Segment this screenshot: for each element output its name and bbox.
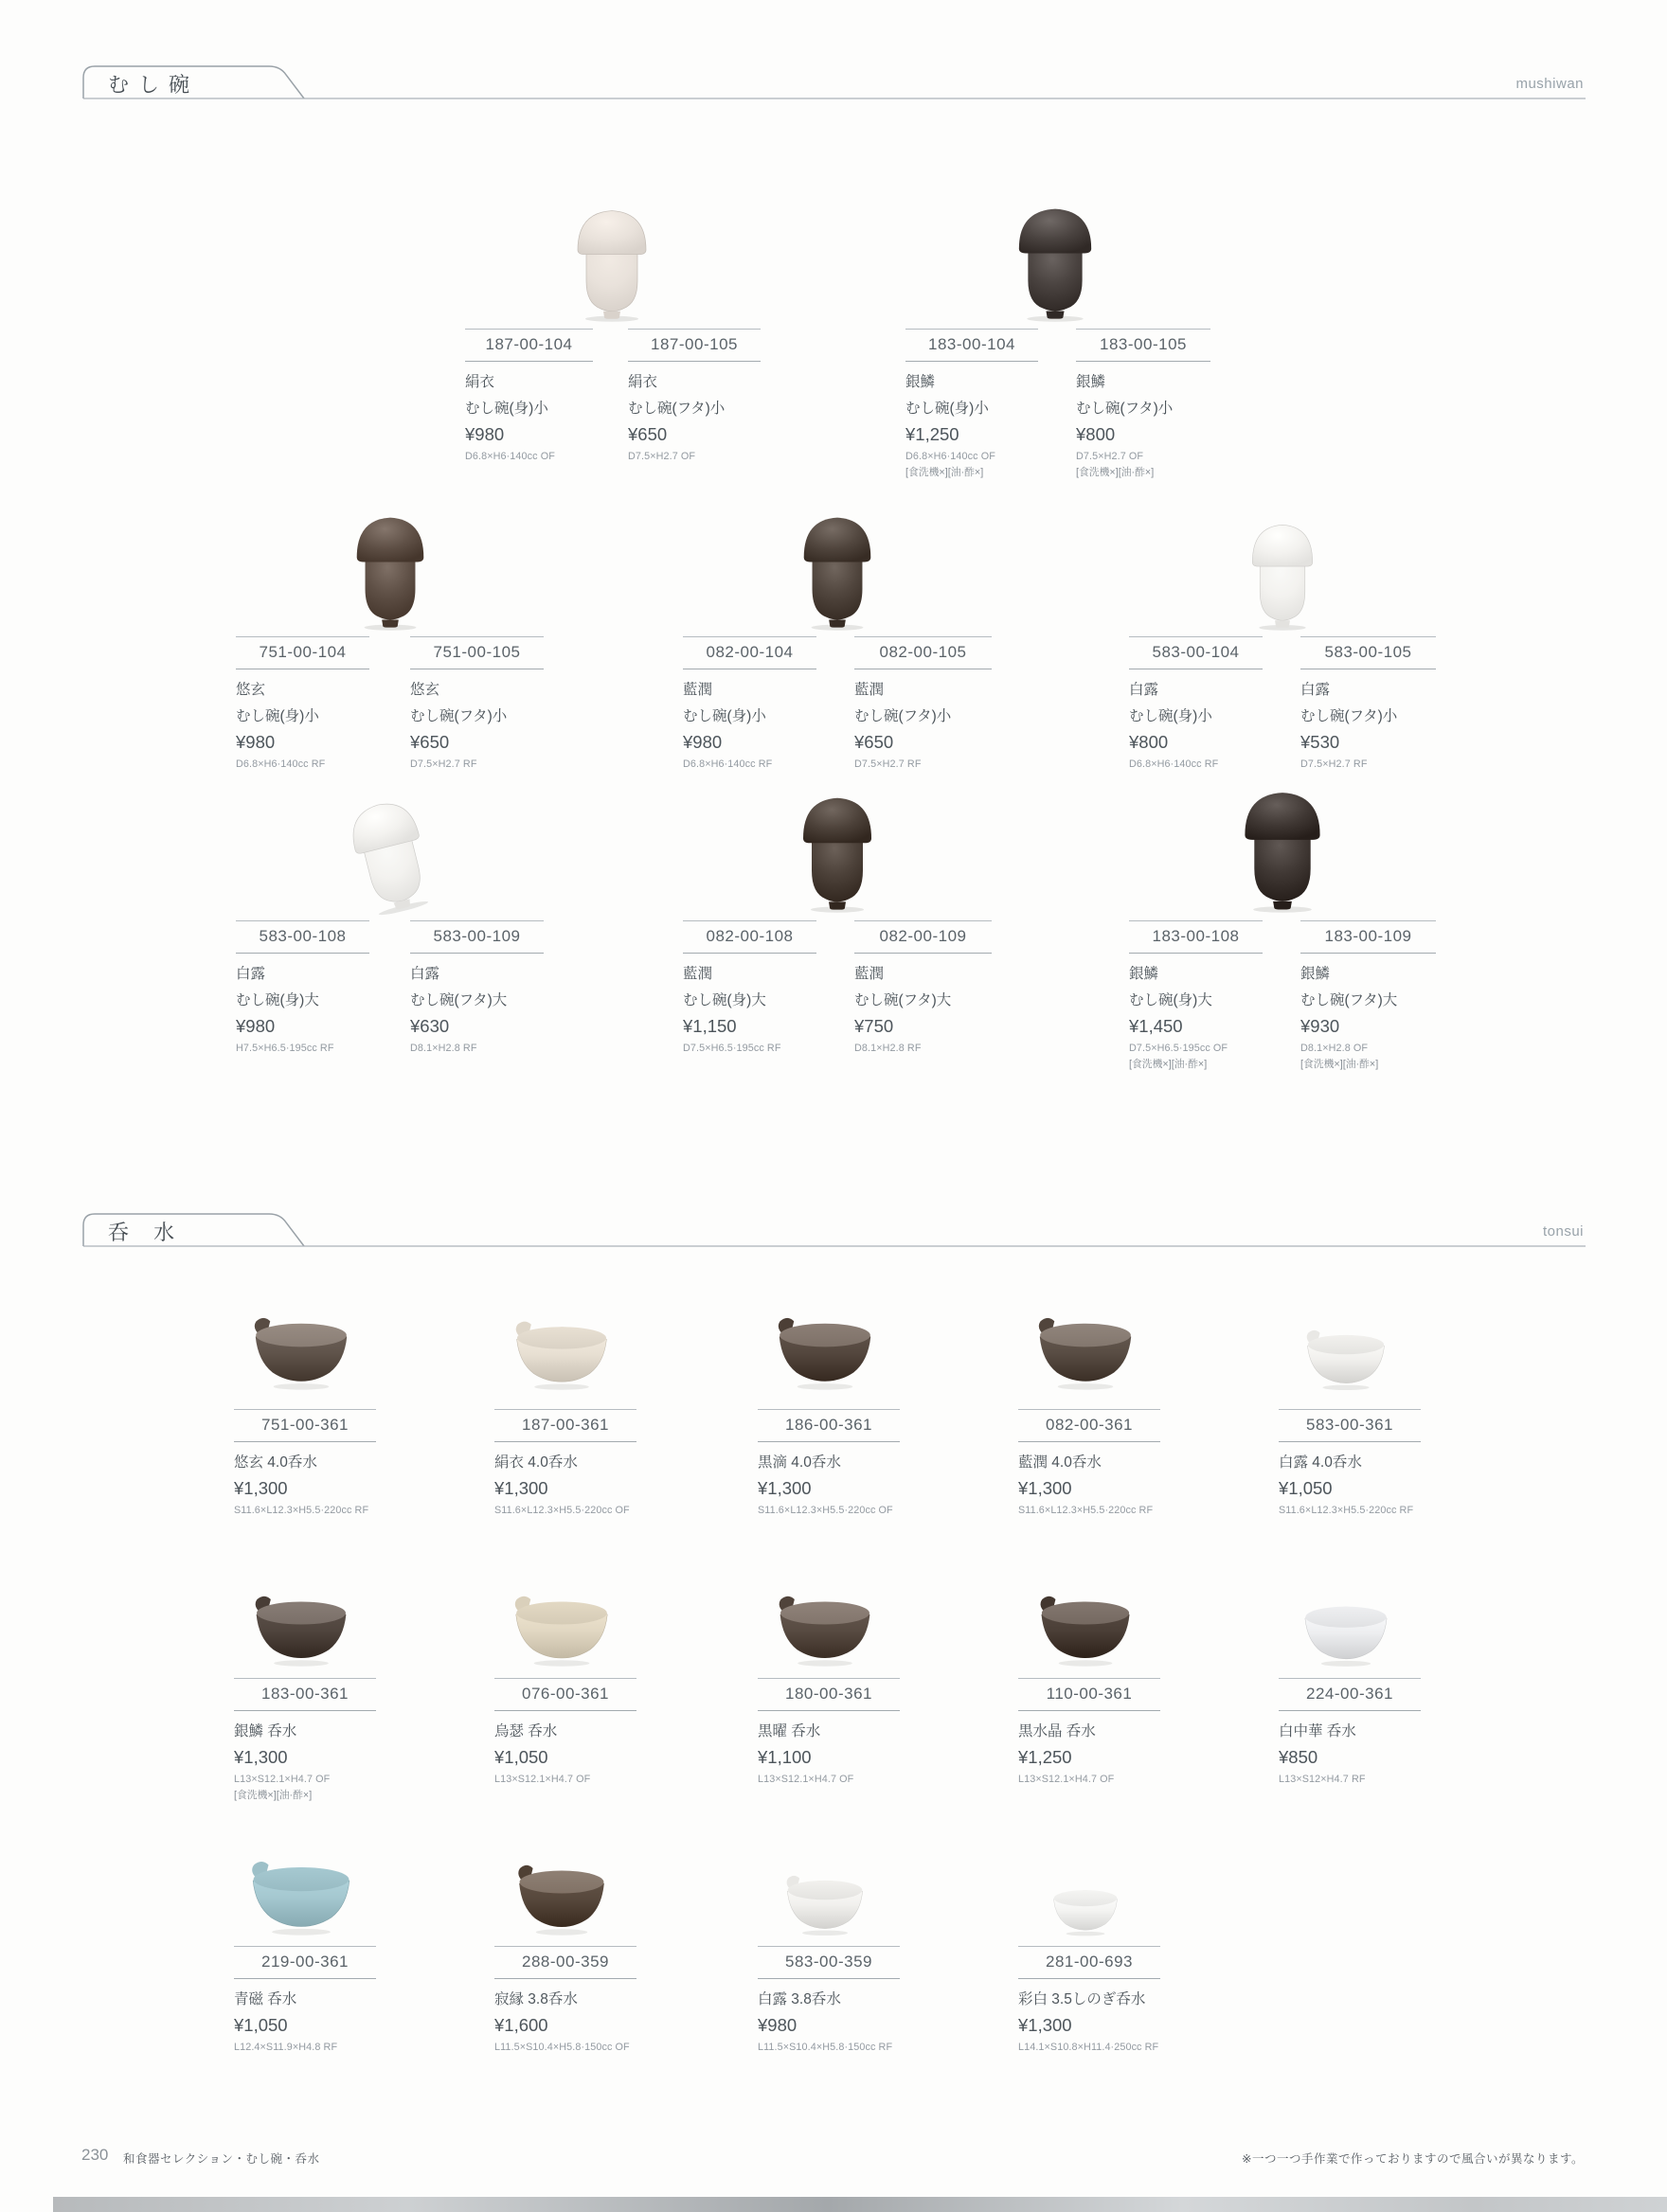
product-photo <box>1301 1326 1390 1392</box>
product-entry <box>683 636 816 770</box>
product-name: 白露 <box>1129 682 1159 698</box>
product-dimensions: D6.8×H6·140cc RF <box>1129 758 1219 770</box>
product-dimensions: D8.1×H2.8 RF <box>410 1042 477 1054</box>
product-code: 082-00-109 <box>854 920 992 954</box>
product-type: むし碗(フタ)小 <box>1076 400 1174 417</box>
product-code: 583-00-109 <box>410 920 544 954</box>
section-title-tonsui: 呑 水 <box>108 1221 185 1244</box>
product-name: 銀鱗 <box>1129 966 1159 982</box>
product-name: 銀鱗 <box>1300 966 1331 982</box>
product-price: ¥1,050 <box>1279 1477 1333 1498</box>
product-name: 藍潤 4.0呑水 <box>1018 1454 1102 1471</box>
product-notes: [食洗機×][油·酢×] <box>234 1789 313 1801</box>
product-code: 583-00-105 <box>1300 636 1436 669</box>
product-entry <box>1018 1946 1160 2053</box>
product-code: 751-00-105 <box>410 636 544 669</box>
product-entry <box>758 1946 900 2053</box>
page-number: 230 <box>81 2146 109 2164</box>
product-name: 銀鱗 呑水 <box>234 1723 297 1739</box>
product-name: 白露 <box>236 966 266 982</box>
product-price: ¥1,250 <box>905 423 959 444</box>
product-price: ¥1,150 <box>683 1015 737 1036</box>
product-price: ¥980 <box>683 731 723 752</box>
product-dimensions: S11.6×L12.3×H5.5·220cc RF <box>1018 1504 1154 1516</box>
product-price: ¥750 <box>854 1015 894 1036</box>
product-dimensions: L13×S12.1×H4.7 OF <box>1018 1773 1115 1785</box>
product-type: むし碗(身)小 <box>465 400 548 417</box>
product-entry <box>758 1409 900 1516</box>
product-code: 751-00-361 <box>234 1409 376 1442</box>
product-name: 黒曜 呑水 <box>758 1723 821 1739</box>
product-price: ¥800 <box>1129 731 1169 752</box>
section-romaji-mushiwan: mushiwan <box>1515 76 1584 92</box>
section-tab-tonsui <box>81 1210 1589 1248</box>
footer-left-text: 和食器セレクション・むし碗・呑水 <box>123 2152 320 2166</box>
product-code: 082-00-104 <box>683 636 816 669</box>
product-type: むし碗(フタ)小 <box>854 707 952 724</box>
product-code: 583-00-108 <box>236 920 369 954</box>
product-dimensions: D6.8×H6·140cc RF <box>683 758 773 770</box>
product-entry <box>234 1678 376 1802</box>
product-code: 583-00-104 <box>1129 636 1263 669</box>
product-price: ¥1,300 <box>234 1477 288 1498</box>
product-photo <box>512 1860 611 1937</box>
product-code: 281-00-693 <box>1018 1946 1160 1979</box>
product-name: 藍潤 <box>854 682 885 698</box>
product-photo <box>1049 1882 1122 1937</box>
product-photo <box>791 511 884 631</box>
product-entry <box>236 636 369 770</box>
product-entry <box>1018 1409 1160 1516</box>
product-type: むし碗(身)小 <box>905 400 989 417</box>
product-code: 183-00-108 <box>1129 920 1263 954</box>
product-photo <box>1241 519 1324 631</box>
product-code: 186-00-361 <box>758 1409 900 1442</box>
product-dimensions: D7.5×H2.7 OF <box>628 450 696 462</box>
product-code: 583-00-359 <box>758 1946 900 1979</box>
product-code: 183-00-361 <box>234 1678 376 1711</box>
product-code: 183-00-109 <box>1300 920 1436 954</box>
product-code: 224-00-361 <box>1279 1678 1421 1711</box>
product-price: ¥980 <box>758 2014 798 2035</box>
product-name: 藍潤 <box>683 966 713 982</box>
product-name: 寂縁 3.8呑水 <box>494 1991 578 2007</box>
product-type: むし碗(フタ)大 <box>1300 991 1398 1008</box>
product-price: ¥1,250 <box>1018 1746 1072 1767</box>
product-price: ¥980 <box>236 1015 276 1036</box>
product-photo <box>344 511 437 631</box>
product-entry <box>854 920 992 1054</box>
product-code: 583-00-361 <box>1279 1409 1421 1442</box>
product-name: 白露 <box>410 966 440 982</box>
product-notes: [食洗機×][油·酢×] <box>1076 466 1155 478</box>
product-name: 悠玄 <box>236 682 266 698</box>
product-price: ¥1,300 <box>1018 1477 1072 1498</box>
product-entry <box>234 1409 376 1516</box>
product-code: 187-00-361 <box>494 1409 636 1442</box>
product-dimensions: D6.8×H6·140cc OF <box>905 450 995 462</box>
product-name: 烏瑟 呑水 <box>494 1723 558 1739</box>
product-code: 110-00-361 <box>1018 1678 1160 1711</box>
product-type: むし碗(身)大 <box>683 991 766 1008</box>
product-type: むし碗(身)大 <box>1129 991 1212 1008</box>
product-name: 絹衣 4.0呑水 <box>494 1454 578 1471</box>
product-photo <box>790 792 885 913</box>
product-photo <box>772 1312 878 1392</box>
product-price: ¥630 <box>410 1015 450 1036</box>
footer-right-note: ※一つ一つ手作業で作っておりますので風合いが異なります。 <box>1242 2152 1584 2166</box>
product-entry <box>1279 1409 1421 1516</box>
product-dimensions: D6.8×H6·140cc RF <box>236 758 326 770</box>
product-dimensions: D7.5×H6.5·195cc RF <box>683 1042 781 1054</box>
product-photo <box>1230 786 1335 913</box>
product-dimensions: D7.5×H2.7 OF <box>1076 450 1144 462</box>
product-price: ¥930 <box>1300 1015 1340 1036</box>
product-entry <box>494 1946 636 2053</box>
product-entry <box>905 329 1038 479</box>
product-photo <box>565 205 659 322</box>
product-entry <box>854 636 992 770</box>
product-name: 藍潤 <box>854 966 885 982</box>
product-entry <box>683 920 816 1054</box>
product-dimensions: L11.5×S10.4×H5.8·150cc OF <box>494 2041 630 2053</box>
page-edge-strip <box>53 2197 1667 2212</box>
product-dimensions: D7.5×H6.5·195cc OF <box>1129 1042 1228 1054</box>
product-price: ¥1,600 <box>494 2014 548 2035</box>
product-photo <box>248 1312 354 1392</box>
product-dimensions: D7.5×H2.7 RF <box>1300 758 1368 770</box>
product-name: 銀鱗 <box>1076 374 1106 390</box>
product-dimensions: L11.5×S10.4×H5.8·150cc RF <box>758 2041 893 2053</box>
product-entry <box>1279 1678 1421 1785</box>
product-price: ¥1,100 <box>758 1746 812 1767</box>
product-price: ¥850 <box>1279 1746 1318 1767</box>
product-code: 219-00-361 <box>234 1946 376 1979</box>
product-code: 751-00-104 <box>236 636 369 669</box>
product-price: ¥1,300 <box>234 1746 288 1767</box>
product-code: 187-00-104 <box>465 329 593 362</box>
product-photo <box>510 1316 614 1392</box>
product-name: 青磁 呑水 <box>234 1991 297 2007</box>
product-name: 絹衣 <box>628 374 658 390</box>
product-price: ¥1,300 <box>494 1477 548 1498</box>
product-photo <box>781 1871 869 1937</box>
product-entry <box>236 920 369 1054</box>
product-name: 黒滴 4.0呑水 <box>758 1454 841 1471</box>
product-dimensions: L13×S12×H4.7 RF <box>1279 1773 1366 1785</box>
product-type: むし碗(身)大 <box>236 991 319 1008</box>
product-name: 彩白 3.5しのぎ呑水 <box>1018 1991 1146 2007</box>
product-entry <box>1300 636 1436 770</box>
product-dimensions: D8.1×H2.8 RF <box>854 1042 922 1054</box>
product-dimensions: H7.5×H6.5·195cc RF <box>236 1042 334 1054</box>
product-dimensions: L12.4×S11.9×H4.8 RF <box>234 2041 338 2053</box>
product-type: むし碗(身)小 <box>683 707 766 724</box>
product-entry <box>1129 920 1263 1071</box>
product-photo <box>509 1591 615 1668</box>
product-photo <box>1032 1312 1138 1392</box>
product-name: 絹衣 <box>465 374 495 390</box>
product-dimensions: D7.5×H2.7 RF <box>854 758 922 770</box>
product-price: ¥1,300 <box>758 1477 812 1498</box>
product-type: むし碗(身)小 <box>236 707 319 724</box>
product-entry <box>1129 636 1263 770</box>
product-name: 黒水晶 呑水 <box>1018 1723 1096 1739</box>
product-dimensions: D6.8×H6·140cc OF <box>465 450 555 462</box>
product-price: ¥1,050 <box>494 1746 548 1767</box>
product-entry <box>494 1409 636 1516</box>
product-type: むし碗(フタ)小 <box>410 707 508 724</box>
product-price: ¥650 <box>854 731 894 752</box>
product-name: 白露 4.0呑水 <box>1279 1454 1362 1471</box>
product-price: ¥1,300 <box>1018 2014 1072 2035</box>
product-code: 082-00-361 <box>1018 1409 1160 1442</box>
product-type: むし碗(身)小 <box>1129 707 1212 724</box>
product-photo <box>249 1591 353 1668</box>
section-tab-mushiwan <box>81 62 1589 100</box>
product-notes: [食洗機×][油·酢×] <box>905 466 984 478</box>
product-entry <box>465 329 593 462</box>
product-name: 悠玄 <box>410 682 440 698</box>
product-dimensions: L13×S12.1×H4.7 OF <box>234 1773 331 1785</box>
product-price: ¥530 <box>1300 731 1340 752</box>
product-type: むし碗(フタ)大 <box>410 991 508 1008</box>
product-dimensions: L13×S12.1×H4.7 OF <box>758 1773 854 1785</box>
product-code: 180-00-361 <box>758 1678 900 1711</box>
product-dimensions: L13×S12.1×H4.7 OF <box>494 1773 591 1785</box>
product-entry <box>1076 329 1210 479</box>
product-entry <box>410 636 544 770</box>
product-price: ¥650 <box>410 731 450 752</box>
product-price: ¥1,450 <box>1129 1015 1183 1036</box>
product-dimensions: S11.6×L12.3×H5.5·220cc RF <box>1279 1504 1414 1516</box>
product-name: 銀鱗 <box>905 374 936 390</box>
product-entry <box>1300 920 1436 1071</box>
product-code: 183-00-104 <box>905 329 1038 362</box>
product-dimensions: S11.6×L12.3×H5.5·220cc OF <box>758 1504 893 1516</box>
product-notes: [食洗機×][油·酢×] <box>1300 1058 1379 1070</box>
product-price: ¥800 <box>1076 423 1116 444</box>
product-photo <box>1299 1597 1393 1668</box>
product-dimensions: L14.1×S10.8×H11.4·250cc RF <box>1018 2041 1159 2053</box>
product-entry <box>758 1678 900 1785</box>
product-entry <box>494 1678 636 1785</box>
product-dimensions: D8.1×H2.8 OF <box>1300 1042 1369 1054</box>
product-dimensions: S11.6×L12.3×H5.5·220cc RF <box>234 1504 369 1516</box>
product-photo <box>332 788 449 922</box>
product-price: ¥980 <box>236 731 276 752</box>
product-price: ¥1,050 <box>234 2014 288 2035</box>
product-photo <box>245 1856 357 1937</box>
product-dimensions: S11.6×L12.3×H5.5·220cc OF <box>494 1504 630 1516</box>
product-photo <box>1034 1591 1137 1668</box>
product-notes: [食洗機×][油·酢×] <box>1129 1058 1208 1070</box>
product-price: ¥650 <box>628 423 668 444</box>
product-name: 白露 <box>1300 682 1331 698</box>
product-code: 187-00-105 <box>628 329 761 362</box>
section-title-mushiwan: むし碗 <box>108 73 200 97</box>
product-entry <box>628 329 761 462</box>
product-dimensions: D7.5×H2.7 RF <box>410 758 477 770</box>
product-name: 藍潤 <box>683 682 713 698</box>
product-code: 288-00-359 <box>494 1946 636 1979</box>
product-code: 076-00-361 <box>494 1678 636 1711</box>
product-type: むし碗(フタ)小 <box>1300 707 1398 724</box>
product-name: 白露 3.8呑水 <box>758 1991 841 2007</box>
product-entry <box>410 920 544 1054</box>
product-photo <box>1005 203 1105 322</box>
product-type: むし碗(フタ)大 <box>854 991 952 1008</box>
product-entry <box>234 1946 376 2053</box>
product-name: 白中華 呑水 <box>1279 1723 1356 1739</box>
product-name: 悠玄 4.0呑水 <box>234 1454 317 1471</box>
product-code: 082-00-108 <box>683 920 816 954</box>
product-photo <box>773 1591 877 1668</box>
section-romaji-tonsui: tonsui <box>1542 1223 1584 1240</box>
product-code: 082-00-105 <box>854 636 992 669</box>
product-code: 183-00-105 <box>1076 329 1210 362</box>
product-price: ¥980 <box>465 423 505 444</box>
product-type: むし碗(フタ)小 <box>628 400 726 417</box>
product-entry <box>1018 1678 1160 1785</box>
